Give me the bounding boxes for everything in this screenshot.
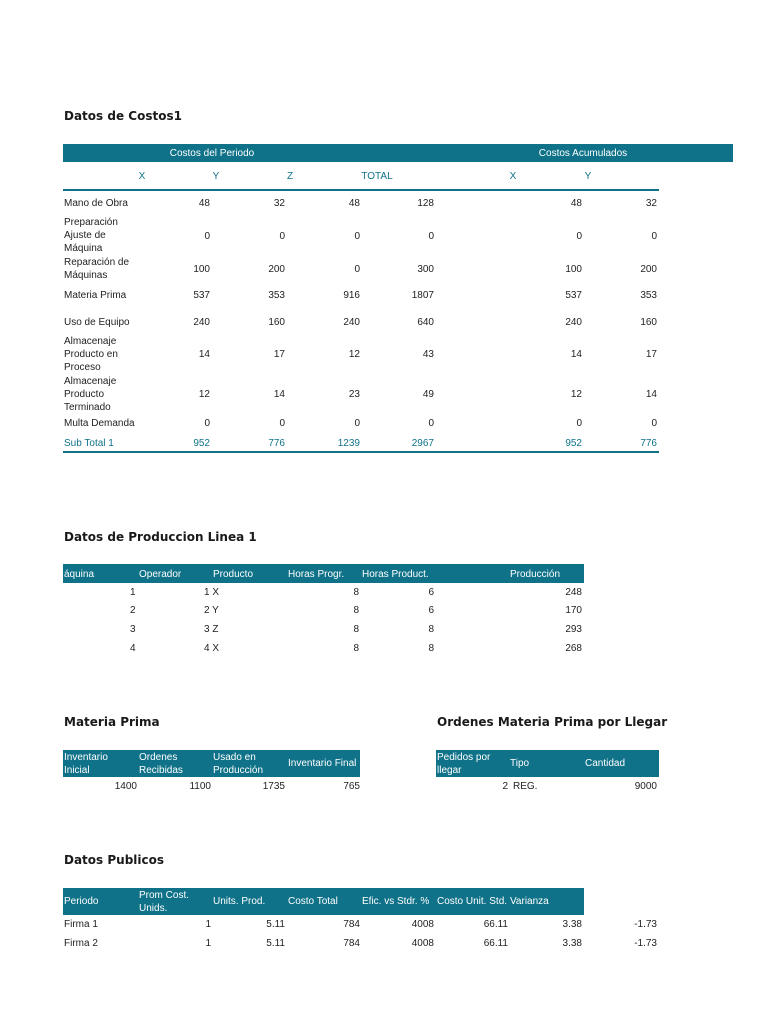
pub-header-units: Units. Prod. [213,896,266,907]
ordenes-cantidad: 9000 [634,781,657,792]
pub-cell: -1.73 [634,919,657,930]
ordenes-header-tipo: Tipo [510,758,530,769]
cell: 0 [354,264,360,275]
subtotal-cell: 1239 [337,438,360,449]
produccion-title: Datos de Produccion Linea 1 [64,530,257,544]
pub-cell: 5.11 [266,938,285,949]
cell: 12 [348,349,360,360]
cell: 48 [348,198,360,209]
cell: 32 [273,198,285,209]
ordenes-tipo: REG. [513,781,538,792]
pub-row-label: Firma 2 [64,938,98,949]
cell: 100 [193,264,210,275]
cell: 43 [422,349,434,360]
pub-cell: 784 [343,919,360,930]
cell: 100 [565,264,582,275]
row-label: Reparación de Máquinas [64,257,130,281]
pub-row-label: Firma 1 [64,919,98,930]
row-label: Uso de Equipo [64,317,130,328]
costos-acumulados-header: Costos Acumulados [538,148,628,159]
cell: 0 [354,231,360,242]
row-label: Mano de Obra [64,198,128,209]
materia-inv-inicial: 1400 [114,781,137,792]
pub-cell: 1 [205,938,211,949]
pub-header-efic: Efic. vs Stdr. % [362,896,430,907]
pub-header-prom-cost: Prom Cost. Unids. [139,890,190,914]
materia-header-inv-final: Inventario Final [288,758,357,769]
pub-header-varianza: Varianza [510,896,549,907]
prod-operador: 1 [130,587,136,598]
row-label: Almacenaje Producto Terminado [64,376,117,413]
row-label: Almacenaje Producto en Proceso [64,336,118,373]
cell: 200 [268,264,285,275]
prod-operador: 4 [130,643,136,654]
materia-title: Materia Prima [64,715,160,729]
materia-inv-final: 765 [343,781,360,792]
row-label: Materia Prima [64,290,127,301]
cell: 240 [565,317,582,328]
cell: 12 [570,389,582,400]
materia-header-inv-inicial: Inventario Inicial [64,752,108,776]
prod-product: 6 [428,605,434,616]
subtotal-cell: 776 [268,438,285,449]
costos-title: Datos de Costos1 [64,109,182,123]
cell: 17 [273,349,285,360]
pub-cell: 3.38 [562,919,582,930]
cell: 240 [193,317,210,328]
ordenes-header-cantidad: Cantidad [585,758,626,769]
cell: 0 [279,418,285,429]
col-header-y-acum: Y [584,171,592,182]
subtotal-label: Sub Total 1 [64,438,114,449]
pub-header-costo-unit: Costo Unit. Std. [437,896,508,907]
prod-progr: 8 [353,605,359,616]
pub-cell: 1 [205,919,211,930]
cell: 0 [204,418,210,429]
cell: 240 [343,317,360,328]
cell: 537 [193,290,210,301]
prod-product: 6 [428,587,434,598]
materia-usado: 1735 [262,781,285,792]
prod-producto: 3 Z [204,624,219,635]
pub-cell: -1.73 [634,938,657,949]
cell: 17 [645,349,657,360]
prod-header-operador: Operador [139,569,182,580]
cell: 12 [198,389,210,400]
cell: 353 [268,290,285,301]
prod-header-produccion: Producción [510,569,561,580]
costos-periodo-header: Costos del Periodo [169,148,255,159]
prod-producto: 1 X [204,587,220,598]
prod-produccion: 170 [565,605,582,616]
cell: 14 [570,349,582,360]
pub-cell: 3.38 [562,938,582,949]
prod-product: 8 [428,624,434,635]
cell: 300 [417,264,434,275]
materia-ordenes: 1100 [189,781,211,792]
pub-cell: 784 [343,938,360,949]
cell: 23 [348,389,360,400]
pub-cell: 4008 [411,938,434,949]
materia-header-usado: Usado en Producción [213,752,264,776]
ordenes-pedidos: 2 [502,781,508,792]
cell: 640 [417,317,434,328]
prod-progr: 8 [353,587,359,598]
cell: 0 [651,231,657,242]
prod-product: 8 [428,643,434,654]
row-label: Multa Demanda [64,418,135,429]
cell: 0 [354,418,360,429]
cell: 537 [565,290,582,301]
cell: 48 [570,198,582,209]
pub-cell: 66.11 [483,919,508,930]
prod-progr: 8 [353,624,359,635]
ordenes-title: Ordenes Materia Prima por Llegar [437,715,668,729]
subtotal-cell: 952 [565,438,582,449]
publicos-title: Datos Publicos [64,853,165,867]
cell: 200 [640,264,657,275]
pub-cell: 4008 [411,919,434,930]
col-header-x-acum: X [509,171,517,182]
pub-cell: 66.11 [483,938,508,949]
prod-operador: 3 [130,624,136,635]
cell: 0 [651,418,657,429]
cell: 916 [343,290,360,301]
cell: 48 [198,198,210,209]
pub-header-periodo: Periodo [64,896,99,907]
subtotal-cell: 776 [640,438,657,449]
prod-producto: 2 Y [204,605,219,616]
pub-header-costo-total: Costo Total [288,896,338,907]
cell: 160 [268,317,285,328]
col-header-y: Y [212,171,220,182]
materia-header-ordenes: Ordenes Recibidas [139,752,183,776]
col-header-z: Z [286,171,294,182]
costos-bottom-rule [63,451,659,453]
cell: 0 [428,418,434,429]
prod-produccion: 268 [565,643,582,654]
cell: 14 [645,389,657,400]
prod-header-horas-progr: Horas Progr. [288,569,345,580]
prod-operador: 2 [130,605,136,616]
prod-produccion: 248 [565,587,582,598]
cell: 32 [645,198,657,209]
row-label: Preparación Ajuste de Máquina [64,217,118,254]
cell: 1807 [411,290,434,301]
prod-producto: 4 X [204,643,220,654]
cell: 0 [204,231,210,242]
col-header-x: X [138,171,146,182]
prod-progr: 8 [353,643,359,654]
cell: 353 [640,290,657,301]
cell: 14 [198,349,210,360]
prod-header-maquina: áquina [64,569,95,580]
cell: 14 [273,389,285,400]
prod-produccion: 293 [565,624,582,635]
ordenes-header-pedidos: Pedidos por llegar [437,752,491,776]
cell: 0 [576,231,582,242]
prod-header-horas-product: Horas Product. [362,569,429,580]
subtotal-cell: 952 [193,438,210,449]
col-header-total: TOTAL [361,171,393,182]
pub-cell: 5.11 [266,919,285,930]
prod-header-producto: Producto [213,569,254,580]
cell: 49 [422,389,434,400]
cell: 0 [428,231,434,242]
costos-header-rule [63,189,659,191]
cell: 128 [417,198,434,209]
cell: 0 [576,418,582,429]
cell: 0 [279,231,285,242]
subtotal-cell: 2967 [411,438,434,449]
cell: 160 [640,317,657,328]
